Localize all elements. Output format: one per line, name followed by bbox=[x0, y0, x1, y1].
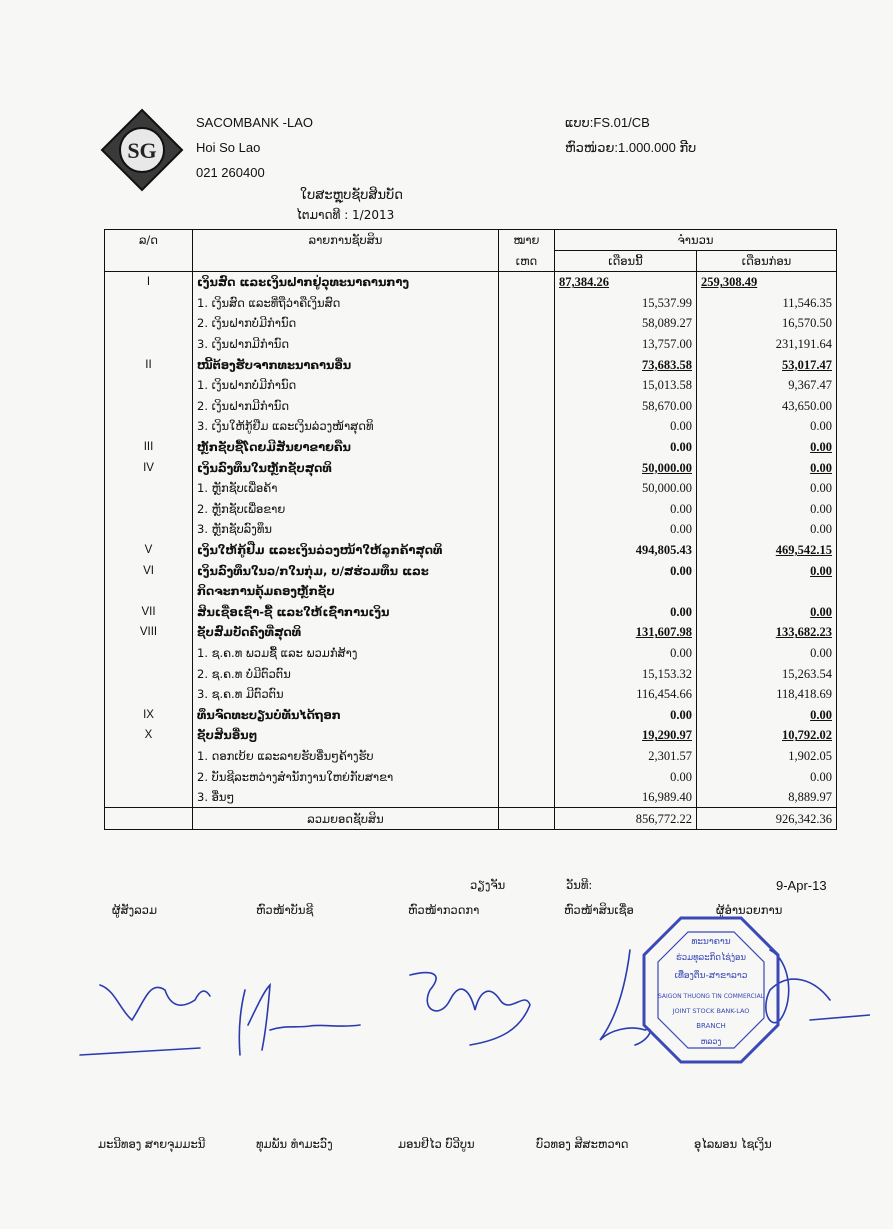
official-stamp bbox=[636, 910, 786, 1070]
row-code: VIII bbox=[105, 622, 193, 643]
row-current: 0.00 bbox=[555, 560, 697, 581]
name-chief-auditor: ມອນຢີໄວ ບົວີບູນ bbox=[398, 1137, 475, 1151]
row-previous: 118,418.69 bbox=[697, 684, 837, 705]
row-previous: 0.00 bbox=[697, 457, 837, 478]
row-previous: 0.00 bbox=[697, 478, 837, 499]
row-previous: 0.00 bbox=[697, 602, 837, 623]
row-description: 2. ບັນຊີລະຫວ່າງສໍານັກງານໃຫຍ່ກັບສາຂາ bbox=[193, 766, 499, 787]
row-description: 3. ເງິນໃຫ້ກູ້ຢືມ ແລະເງິນລ່ວງໜ້າສຸດທິ bbox=[193, 416, 499, 437]
table-row bbox=[105, 519, 837, 540]
table-row bbox=[105, 334, 837, 355]
table-row bbox=[105, 684, 837, 705]
row-previous: 0.00 bbox=[697, 560, 837, 581]
table-row bbox=[105, 602, 837, 623]
row-note bbox=[499, 272, 555, 293]
row-previous: 133,682.23 bbox=[697, 622, 837, 643]
row-previous: 0.00 bbox=[697, 437, 837, 458]
table-row bbox=[105, 766, 837, 787]
role-compiler: ຜູ້ສັງລວມ bbox=[112, 903, 158, 917]
row-current: 0.00 bbox=[555, 766, 697, 787]
row-previous: 259,308.49 bbox=[697, 272, 837, 293]
bank-name: SACOMBANK -LAO bbox=[196, 115, 314, 130]
row-current: 116,454.66 bbox=[555, 684, 697, 705]
row-note bbox=[499, 478, 555, 499]
date-label: ວັນທີ: bbox=[566, 878, 593, 892]
phone-number: 021 260400 bbox=[196, 165, 265, 180]
table-row bbox=[105, 622, 837, 643]
row-description: ເງິນລົງທຶນໃນຫຼັກຊັບສຸດທິ bbox=[193, 457, 499, 478]
row-description: ເງິນສົດ ແລະເງິນຝາກຢູ່ວຸທະນາຄານກາງ bbox=[193, 272, 499, 293]
row-description: ເງິນໃຫ້ກູ້ຢືມ ແລະເງິນລ່ວງໜ້າໃຫ້ລູກຄ້າສຸດທິ bbox=[193, 540, 499, 561]
row-current: 15,153.32 bbox=[555, 663, 697, 684]
stamp-line: ເທື່ອງຕິ່ນ-ສາຂາລາວ bbox=[674, 971, 748, 981]
row-description: ຊັບສົມບັດຄົງທີ່ສຸດທິ bbox=[193, 622, 499, 643]
row-description: 1. ເງິນຝາກບໍ່ມີກໍານົດ bbox=[193, 375, 499, 396]
row-description: ເງິນລົງທຶນໃນວ/ກໃນກຸ່ມ, ບ/ສຮ່ວມທຶນ ແລະ bbox=[193, 560, 499, 581]
row-current: 19,290.97 bbox=[555, 725, 697, 746]
name-credit-head: ບົວທອງ ສີສະຫວາດ bbox=[536, 1137, 629, 1151]
name-compiler: ມະນີທອງ ສາຍຈຸມມະນີ bbox=[98, 1137, 206, 1151]
row-description: 3. ຫຼັກຊັບລົງທຶນ bbox=[193, 519, 499, 540]
row-code bbox=[105, 663, 193, 684]
row-previous: 9,367.47 bbox=[697, 375, 837, 396]
row-code: VII bbox=[105, 602, 193, 623]
row-current: 0.00 bbox=[555, 643, 697, 664]
row-code bbox=[105, 746, 193, 767]
row-current: 0.00 bbox=[555, 416, 697, 437]
balance-sheet-table bbox=[104, 229, 837, 830]
row-note bbox=[499, 560, 555, 581]
row-current: 13,757.00 bbox=[555, 334, 697, 355]
role-credit-head: ຫົວໜ້າສິນເຊື່ອ bbox=[564, 903, 634, 917]
row-current: 73,683.58 bbox=[555, 354, 697, 375]
row-code bbox=[105, 334, 193, 355]
header-previous-month: ເດືອນກ່ອນ bbox=[697, 251, 837, 272]
row-previous bbox=[697, 581, 837, 602]
row-code bbox=[105, 519, 193, 540]
row-code bbox=[105, 293, 193, 314]
total-code bbox=[105, 808, 193, 830]
stamp-line: SAIGON THUONG TIN COMMERCIAL bbox=[657, 993, 765, 1000]
stamp-line: JOINT STOCK BANK-LAO bbox=[672, 1007, 750, 1015]
name-director: ອຸໄລພອນ ໄຊເງິນ bbox=[694, 1137, 772, 1151]
row-current: 131,607.98 bbox=[555, 622, 697, 643]
row-code bbox=[105, 478, 193, 499]
row-note bbox=[499, 313, 555, 334]
row-description: 1. ເງິນສົດ ແລະທີ່ຖືວ່າຄືເງິນສົດ bbox=[193, 293, 499, 314]
row-description: 3. ເງິນຝາກມີກໍານົດ bbox=[193, 334, 499, 355]
header-note-top: ໝາຍ bbox=[499, 230, 555, 251]
unit-label: ຫົວໜ່ວຍ:1.000.000 ກີບ bbox=[565, 140, 697, 155]
row-note bbox=[499, 602, 555, 623]
row-code bbox=[105, 396, 193, 417]
bank-logo bbox=[100, 108, 184, 192]
role-director: ຜູ້ອໍານວຍການ bbox=[716, 903, 783, 917]
form-code: ແບບ:FS.01/CB bbox=[565, 115, 650, 130]
row-description: 1. ຊ.ຄ.ທ ພວມຊື້ ແລະ ພວມກໍ່ສ້າງ bbox=[193, 643, 499, 664]
row-current: 15,537.99 bbox=[555, 293, 697, 314]
row-code bbox=[105, 643, 193, 664]
total-row bbox=[105, 808, 837, 830]
row-current bbox=[555, 581, 697, 602]
table-row bbox=[105, 746, 837, 767]
row-description: ໜີ້ຕ້ອງຮັບຈາກທະນາຄານອື່ນ bbox=[193, 354, 499, 375]
stamp-line: ຮ່ວມທຸລະກິດໄຊ່ງ່ອນ bbox=[675, 953, 747, 963]
row-current: 50,000.00 bbox=[555, 457, 697, 478]
logo-text: SG bbox=[127, 138, 157, 163]
table-row bbox=[105, 354, 837, 375]
row-code: VI bbox=[105, 560, 193, 581]
row-current: 0.00 bbox=[555, 437, 697, 458]
row-current: 58,670.00 bbox=[555, 396, 697, 417]
row-previous: 11,546.35 bbox=[697, 293, 837, 314]
report-date: 9-Apr-13 bbox=[776, 878, 827, 893]
row-previous: 469,542.15 bbox=[697, 540, 837, 561]
row-previous: 8,889.97 bbox=[697, 787, 837, 808]
table-row bbox=[105, 787, 837, 808]
row-code: I bbox=[105, 272, 193, 293]
table-row bbox=[105, 560, 837, 581]
row-current: 50,000.00 bbox=[555, 478, 697, 499]
row-current: 0.00 bbox=[555, 519, 697, 540]
row-code: III bbox=[105, 437, 193, 458]
table-row bbox=[105, 499, 837, 520]
row-description: ທຶນຈົດທະບຽນບໍ່ທັນໄດ້ຖອກ bbox=[193, 704, 499, 725]
table-row bbox=[105, 581, 837, 602]
row-code: II bbox=[105, 354, 193, 375]
row-previous: 0.00 bbox=[697, 499, 837, 520]
row-description: 2. ເງິນຝາກມີກໍານົດ bbox=[193, 396, 499, 417]
document-title: ໃບສະຫຼຸບຊັບສິນບັດ bbox=[300, 188, 403, 203]
row-note bbox=[499, 540, 555, 561]
row-description: 1. ດອກເບ້ຍ ແລະລາຍຮັບອື່ນໆຄ້າງຮັບ bbox=[193, 746, 499, 767]
header-current-month: ເດືອນນີ້ bbox=[555, 251, 697, 272]
branch-name: Hoi So Lao bbox=[196, 140, 261, 155]
stamp-line: ຫລວງ bbox=[700, 1037, 722, 1046]
table-row bbox=[105, 416, 837, 437]
row-note bbox=[499, 581, 555, 602]
row-previous: 0.00 bbox=[697, 416, 837, 437]
stamp-line: ທະນາຄານ bbox=[691, 937, 731, 947]
total-previous: 926,342.36 bbox=[697, 808, 837, 830]
table-row bbox=[105, 540, 837, 561]
row-note bbox=[499, 766, 555, 787]
row-code bbox=[105, 416, 193, 437]
row-description: 3. ອື່ນໆ bbox=[193, 787, 499, 808]
row-code bbox=[105, 375, 193, 396]
row-previous: 0.00 bbox=[697, 704, 837, 725]
table-row bbox=[105, 643, 837, 664]
row-note bbox=[499, 684, 555, 705]
row-code: V bbox=[105, 540, 193, 561]
table-row bbox=[105, 663, 837, 684]
row-current: 2,301.57 bbox=[555, 746, 697, 767]
signature-accountant bbox=[239, 985, 360, 1055]
row-description: 1. ຫຼັກຊັບເພື່ອຄ້າ bbox=[193, 478, 499, 499]
row-code bbox=[105, 499, 193, 520]
table-row bbox=[105, 478, 837, 499]
row-previous: 0.00 bbox=[697, 519, 837, 540]
row-current: 15,013.58 bbox=[555, 375, 697, 396]
role-chief-auditor: ຫົວໜ້າກວດກາ bbox=[408, 903, 480, 917]
row-previous: 1,902.05 bbox=[697, 746, 837, 767]
table-row bbox=[105, 704, 837, 725]
table-row bbox=[105, 725, 837, 746]
header-amount: ຈໍານວນ bbox=[555, 230, 837, 251]
row-previous: 53,017.47 bbox=[697, 354, 837, 375]
row-previous: 0.00 bbox=[697, 643, 837, 664]
header-no: ລ/ດ bbox=[105, 230, 193, 272]
row-description: 2. ຫຼັກຊັບເພື່ອຂາຍ bbox=[193, 499, 499, 520]
row-description: 3. ຊ.ຄ.ທ ມີຕົວຕົນ bbox=[193, 684, 499, 705]
row-current: 494,805.43 bbox=[555, 540, 697, 561]
row-description: ສິນເຊື່ອເຊົ່າ-ຊື້ ແລະໃຫ້ເຊົ່າການເງິນ bbox=[193, 602, 499, 623]
row-current: 16,989.40 bbox=[555, 787, 697, 808]
row-previous: 0.00 bbox=[697, 766, 837, 787]
name-chief-accountant: ທຸມພັນ ທໍາມະວົງ bbox=[256, 1137, 333, 1151]
row-current: 87,384.26 bbox=[555, 272, 697, 293]
row-code bbox=[105, 313, 193, 334]
row-note bbox=[499, 396, 555, 417]
row-previous: 231,191.64 bbox=[697, 334, 837, 355]
signature-auditor bbox=[410, 973, 530, 1045]
table-row bbox=[105, 457, 837, 478]
row-note bbox=[499, 499, 555, 520]
row-description: 2. ຊ.ຄ.ທ ບໍ່ມີຕົວຕົນ bbox=[193, 663, 499, 684]
row-current: 0.00 bbox=[555, 499, 697, 520]
row-current: 0.00 bbox=[555, 602, 697, 623]
role-chief-accountant: ຫົວໜ້າບັນຊີ bbox=[256, 903, 314, 917]
row-note bbox=[499, 293, 555, 314]
total-description: ລວມຍອດຊັບສິນ bbox=[193, 808, 499, 830]
row-code bbox=[105, 581, 193, 602]
row-note bbox=[499, 354, 555, 375]
table-row bbox=[105, 272, 837, 293]
row-previous: 43,650.00 bbox=[697, 396, 837, 417]
row-description: ກິດຈະການຄຸ້ມຄອງຫຼັກຊັບ bbox=[193, 581, 499, 602]
row-note bbox=[499, 437, 555, 458]
row-note bbox=[499, 519, 555, 540]
signature-compiler bbox=[100, 985, 210, 1020]
row-note bbox=[499, 725, 555, 746]
row-note bbox=[499, 746, 555, 767]
row-note bbox=[499, 416, 555, 437]
table-row bbox=[105, 375, 837, 396]
row-code: X bbox=[105, 725, 193, 746]
row-previous: 15,263.54 bbox=[697, 663, 837, 684]
header-note-bottom: ເຫດ bbox=[499, 251, 555, 272]
row-previous: 10,792.02 bbox=[697, 725, 837, 746]
row-description: 2. ເງິນຝາກບໍ່ມີກໍານົດ bbox=[193, 313, 499, 334]
row-note bbox=[499, 663, 555, 684]
row-code bbox=[105, 787, 193, 808]
row-current: 0.00 bbox=[555, 704, 697, 725]
row-note bbox=[499, 787, 555, 808]
table-row bbox=[105, 293, 837, 314]
row-code: IX bbox=[105, 704, 193, 725]
row-previous: 16,570.50 bbox=[697, 313, 837, 334]
period-label: ໄຕມາດທີ : 1/2013 bbox=[296, 208, 395, 222]
row-note bbox=[499, 334, 555, 355]
row-note bbox=[499, 622, 555, 643]
total-note bbox=[499, 808, 555, 830]
row-description: ຫຼັກຊັບຊື້ໂດຍມີສັນຍາຂາຍຄືນ bbox=[193, 437, 499, 458]
row-code bbox=[105, 766, 193, 787]
table-row bbox=[105, 396, 837, 417]
row-note bbox=[499, 375, 555, 396]
row-description: ຊັບສິນອື່ນໆ bbox=[193, 725, 499, 746]
row-note bbox=[499, 704, 555, 725]
table-row bbox=[105, 437, 837, 458]
row-code: IV bbox=[105, 457, 193, 478]
stamp-line: BRANCH bbox=[696, 1022, 726, 1030]
place-label: ວຽງຈັນ bbox=[470, 878, 506, 892]
header-item: ລາຍການຊັບສິນ bbox=[193, 230, 499, 272]
row-current: 58,089.27 bbox=[555, 313, 697, 334]
total-current: 856,772.22 bbox=[555, 808, 697, 830]
row-note bbox=[499, 643, 555, 664]
table-row bbox=[105, 313, 837, 334]
row-code bbox=[105, 684, 193, 705]
row-note bbox=[499, 457, 555, 478]
